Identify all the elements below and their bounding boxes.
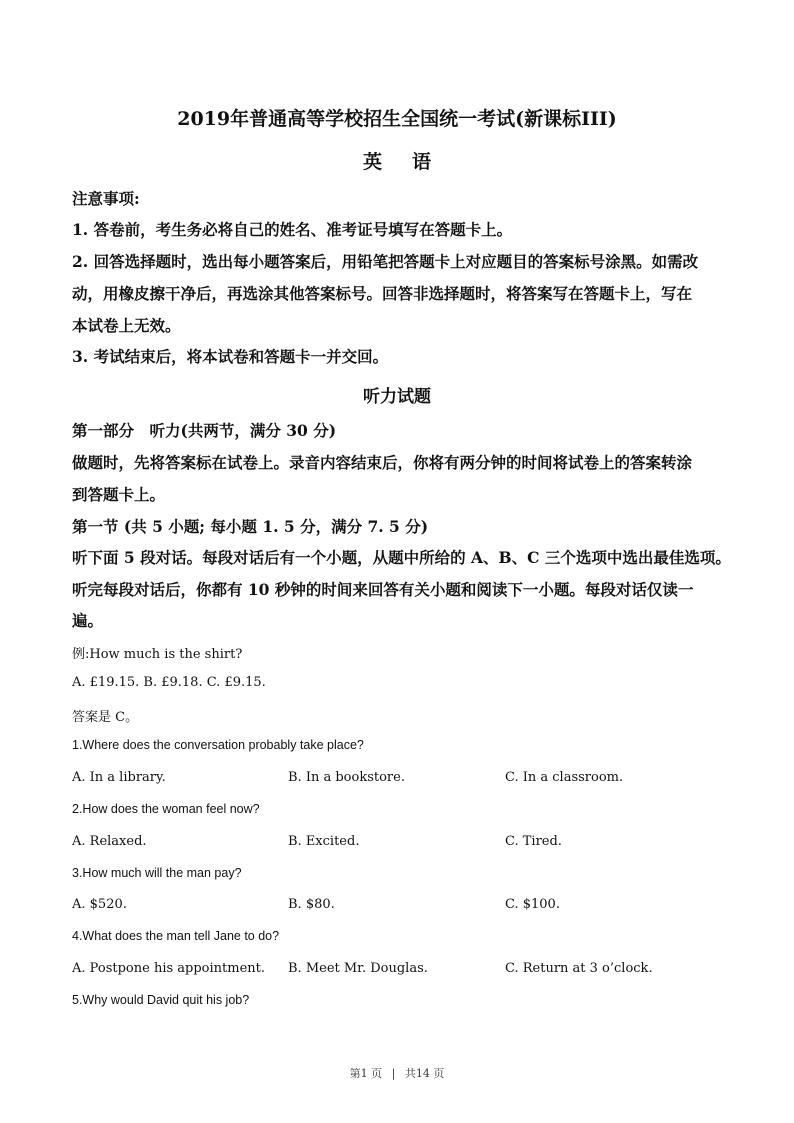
question-2: 2.How does the woman feel now? xyxy=(72,802,260,816)
section1-instruction-1: 听下面 5 段对话。每段对话后有一个小题，从题中所给的 A、B、C 三个选项中选出最佳选项。 xyxy=(72,548,731,567)
footer-separator: | xyxy=(391,1067,396,1080)
section-title: 听力试题 xyxy=(363,387,431,407)
question-3-option-a: A. $520. xyxy=(72,897,127,912)
question-1: 1.Where does the conversation probably take place? xyxy=(72,738,364,752)
question-2-option-a: A. Relaxed. xyxy=(72,834,147,849)
part1-instruction-1: 做题时，先将答案标在试卷上。录音内容结束后，你将有两分钟的时间将试卷上的答案转涂 xyxy=(72,453,693,472)
question-3: 3.How much will the man pay? xyxy=(72,866,242,880)
section1-instruction-3: 遍。 xyxy=(72,611,104,630)
example-answer: 答案是 C。 xyxy=(72,710,139,725)
note-line-3: 动，用橡皮擦干净后，再选涂其他答案标号。回答非选择题时，将答案写在答题卡上，写在 xyxy=(72,284,693,303)
notes-heading: 注意事项: xyxy=(72,189,140,208)
footer-page-number: 第1 页 xyxy=(349,1067,383,1080)
question-4-option-a: A. Postpone his appointment. xyxy=(72,961,266,976)
page-footer xyxy=(0,1065,794,1081)
part1-heading: 第一部分 听力(共两节，满分 30 分) xyxy=(72,421,337,440)
question-2-option-b: B. Excited. xyxy=(288,834,360,849)
section1-heading: 第一节 (共 5 小题; 每小题 1. 5 分，满分 7. 5 分) xyxy=(72,517,429,536)
part1-instruction-2: 到答题卡上。 xyxy=(72,485,166,504)
question-3-option-c: C. $100. xyxy=(505,897,560,912)
question-1-option-b: B. In a bookstore. xyxy=(288,770,405,785)
note-line-1: 1. 答卷前，考生务必将自己的姓名、准考证号填写在答题卡上。 xyxy=(72,220,513,239)
question-3-option-b: B. $80. xyxy=(288,897,335,912)
question-4-option-c: C. Return at 3 o’clock. xyxy=(505,961,653,976)
footer-total-pages: 共14 页 xyxy=(404,1067,445,1080)
subject-title: 英语 xyxy=(362,151,461,173)
note-line-2: 2. 回答选择题时，选出每小题答案后，用铅笔把答题卡上对应题目的答案标号涂黑。如需改 xyxy=(72,252,699,271)
question-4-option-b: B. Meet Mr. Douglas. xyxy=(288,961,428,976)
question-2-option-c: C. Tired. xyxy=(505,834,562,849)
exam-title: 2019年普通高等学校招生全国统一考试(新课标III) xyxy=(177,108,617,130)
question-1-option-c: C. In a classroom. xyxy=(505,770,624,785)
example-options: A. £19.15. B. £9.18. C. £9.15. xyxy=(72,675,266,690)
note-line-4: 本试卷上无效。 xyxy=(72,316,181,335)
note-line-5: 3. 考试结束后，将本试卷和答题卡一并交回。 xyxy=(72,347,389,366)
question-1-option-a: A. In a library. xyxy=(72,770,166,785)
example-question: 例:How much is the shirt? xyxy=(72,647,243,662)
question-5: 5.Why would David quit his job? xyxy=(72,993,250,1007)
section1-instruction-2: 听完每段对话后，你都有 10 秒钟的时间来回答有关小题和阅读下一小题。每段对话仅读一 xyxy=(72,580,694,599)
question-4: 4.What does the man tell Jane to do? xyxy=(72,929,280,943)
